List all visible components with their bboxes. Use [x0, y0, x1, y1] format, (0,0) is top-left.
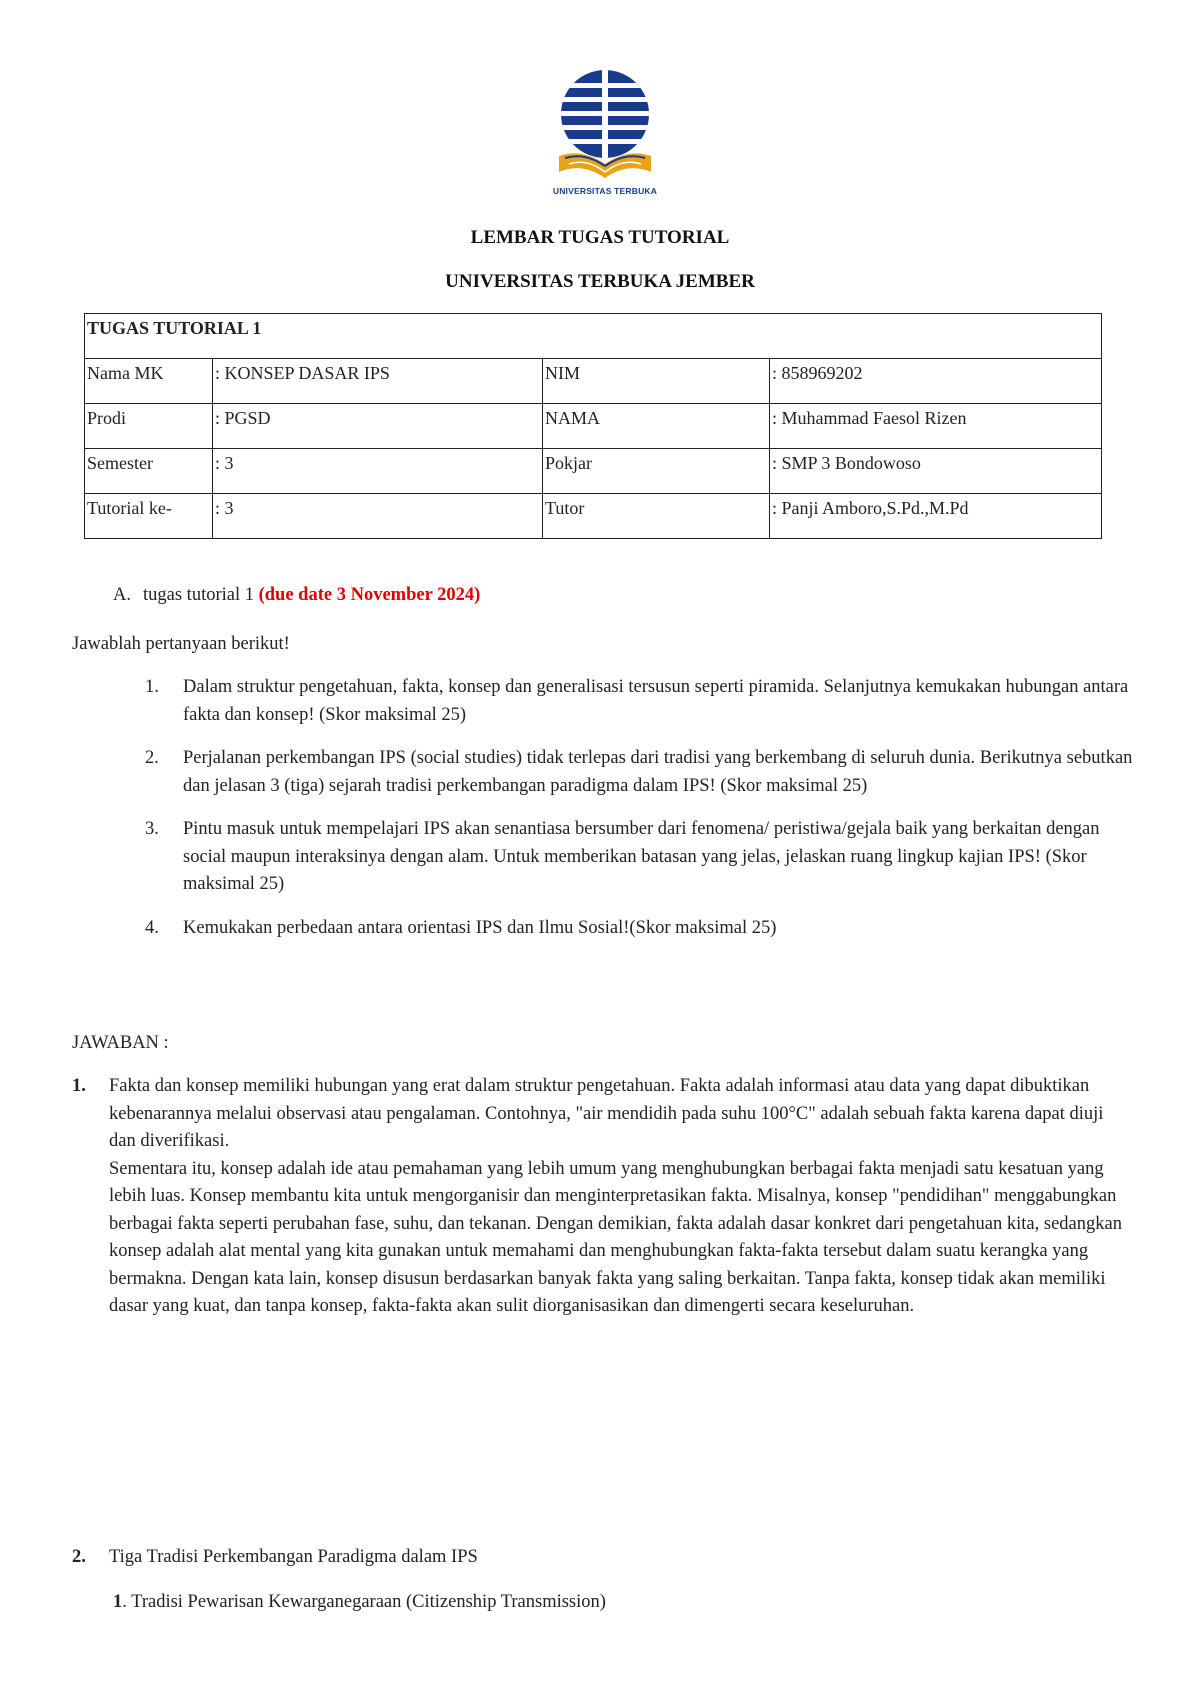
list-item — [145, 745, 1135, 800]
table-row — [85, 404, 1102, 449]
document-subtitle: UNIVERSITAS TERBUKA JEMBER — [445, 271, 755, 292]
answer-1-paragraph-1: Fakta dan konsep memiliki hubungan yang erat dalam struktur pengetahuan. Fakta adalah informasi atau data yang dapat dibuktikan kebenarannya melalui observasi atau pengalaman. Contohnya, "air mendidih pada suhu 100°C" adalah sebuah fakta karena dapat diuji dan diverifikasi. — [109, 1076, 1104, 1151]
table-row — [85, 359, 1102, 404]
section-a-heading — [113, 585, 480, 606]
question-number: 4. — [145, 917, 159, 938]
due-date: (due date 3 November 2024) — [258, 585, 481, 605]
info-table — [84, 313, 1102, 539]
info-table-heading-row — [85, 314, 1102, 359]
question-text: Pintu masuk untuk mempelajari IPS akan senantiasa bersumber dari fenomena/ peristiwa/gejala baik yang berkaitan dengan social maupun interaksinya dengan alam. Untuk memberikan batasan yang jelas, jelaskan ruang lingkup kajian IPS! (Skor maksimal 25) — [183, 819, 1100, 894]
label-tutor: Tutor — [543, 494, 770, 539]
label-pokjar: Pokjar — [543, 449, 770, 494]
list-item — [145, 816, 1135, 899]
value-tutorial-ke: : 3 — [213, 494, 543, 539]
question-number: 3. — [145, 819, 159, 839]
question-list — [145, 674, 1135, 958]
question-text: Dalam struktur pengetahuan, fakta, konsep dan generalisasi tersusun seperti piramida. Selanjutnya kemukakan hubungan antara fakta dan konsep! (Skor maksimal 25) — [183, 677, 1129, 725]
label-nama-mk: Nama MK — [85, 359, 213, 404]
answer-number: 1. — [72, 1076, 86, 1096]
answer-2-subitem-1 — [113, 1589, 606, 1616]
info-table-heading: TUGAS TUTORIAL 1 — [85, 314, 1102, 359]
value-semester: : 3 — [213, 449, 543, 494]
table-row — [85, 449, 1102, 494]
list-item — [145, 915, 1135, 943]
value-pokjar: : SMP 3 Bondowoso — [770, 449, 1102, 494]
value-nama: : Muhammad Faesol Rizen — [770, 404, 1102, 449]
subitem-number: 1 — [113, 1592, 123, 1612]
answer-number: 2. — [72, 1547, 86, 1567]
question-text: Kemukakan perbedaan antara orientasi IPS dan Ilmu Sosial!(Skor maksimal 25) — [183, 917, 777, 938]
instruction-text: Jawablah pertanyaan berikut! — [72, 634, 290, 654]
universitas-terbuka-logo — [549, 68, 661, 210]
section-a-text: tugas tutorial 1 — [143, 585, 254, 605]
answer-2-title: Tiga Tradisi Perkembangan Paradigma dalam IPS — [109, 1547, 478, 1567]
label-prodi: Prodi — [85, 404, 213, 449]
table-row — [85, 494, 1102, 539]
value-nim: : 858969202 — [770, 359, 1102, 404]
list-item — [145, 674, 1135, 729]
document-title: LEMBAR TUGAS TUTORIAL — [470, 227, 730, 248]
logo-text: UNIVERSITAS TERBUKA — [552, 186, 658, 196]
label-semester: Semester — [85, 449, 213, 494]
answer-1 — [72, 1073, 1132, 1321]
value-tutor: : Panji Amboro,S.Pd.,M.Pd — [770, 494, 1102, 539]
section-a-letter: A. — [113, 585, 131, 605]
value-nama-mk: : KONSEP DASAR IPS — [213, 359, 543, 404]
question-number: 1. — [145, 677, 159, 697]
answer-2 — [72, 1544, 1132, 1572]
label-nim: NIM — [543, 359, 770, 404]
question-number: 2. — [145, 748, 159, 768]
logo-emblem-icon — [549, 68, 661, 186]
value-prodi: : PGSD — [213, 404, 543, 449]
answers-heading: JAWABAN : — [72, 1033, 169, 1053]
label-tutorial-ke: Tutorial ke- — [85, 494, 213, 539]
label-nama: NAMA — [543, 404, 770, 449]
question-text: Perjalanan perkembangan IPS (social studies) tidak terlepas dari tradisi yang berkembang di seluruh dunia. Berikutnya sebutkan dan jelasan 3 (tiga) sejarah tradisi perkembangan paradigma dalam IPS! (Skor maksimal 25) — [183, 748, 1133, 796]
answer-1-paragraph-2: Sementara itu, konsep adalah ide atau pemahaman yang lebih umum yang menghubungkan berbagai fakta menjadi satu kesatuan yang lebih luas. Konsep membantu kita untuk mengorganisir dan menginterpretasikan fakta. Misalnya, konsep "pendidihan" menggabungkan berbagai fakta seperti perubahan fase, suhu, dan tekanan. Dengan demikian, fakta adalah dasar konkret dari pengetahuan kita, sedangkan konsep adalah alat mental yang kita gunakan untuk memahami dan menghubungkan fakta-fakta tersebut dalam suatu kerangka yang bermakna. Dengan kata lain, konsep disusun berdasarkan banyak fakta yang saling berkaitan. Tanpa fakta, konsep tidak akan memiliki dasar yang kuat, dan tanpa konsep, fakta-fakta akan sulit diorganisasikan dan dimengerti secara keseluruhan. — [109, 1158, 1122, 1316]
subitem-text: . Tradisi Pewarisan Kewarganegaraan (Citizenship Transmission) — [122, 1592, 606, 1612]
